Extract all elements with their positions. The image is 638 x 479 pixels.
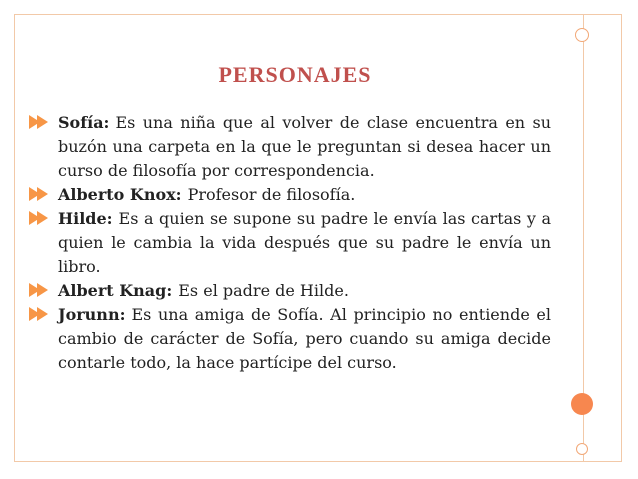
arrow-right-triangle-icon <box>28 186 50 202</box>
character-name: Sofía: <box>58 113 110 132</box>
character-description: Es a quien se supone su padre le envía las cartas y a quien le cambia la vida después que su padre le envía un libro. <box>58 209 551 276</box>
decorative-circle-bottom <box>576 443 588 455</box>
character-description: Profesor de filosofía. <box>187 185 356 204</box>
list-item <box>26 111 551 183</box>
character-name: Jorunn: <box>58 305 126 324</box>
character-name: Alberto Knox: <box>58 185 182 204</box>
list-item <box>26 279 551 303</box>
slide-title: PERSONAJES <box>218 62 372 87</box>
decorative-circle-top <box>575 28 589 42</box>
character-name: Hilde: <box>58 209 113 228</box>
character-list <box>26 111 551 375</box>
decorative-circle-filled <box>571 393 593 415</box>
list-item <box>26 183 551 207</box>
list-item <box>26 207 551 279</box>
list-item <box>26 303 551 375</box>
character-description: Es una niña que al volver de clase encuentra en su buzón una carpeta en la que le preguntan si desea hacer un curso de filosofía por correspondencia. <box>58 113 551 180</box>
character-description: Es una amiga de Sofía. Al principio no entiende el cambio de carácter de Sofía, pero cuando su amiga decide contarle todo, la hace partícipe del curso. <box>58 305 551 372</box>
arrow-right-triangle-icon <box>28 306 50 322</box>
arrow-right-triangle-icon <box>28 114 50 130</box>
arrow-right-triangle-icon <box>28 210 50 226</box>
arrow-right-triangle-icon <box>28 282 50 298</box>
character-name: Albert Knag: <box>58 281 173 300</box>
character-description: Es el padre de Hilde. <box>178 281 349 300</box>
